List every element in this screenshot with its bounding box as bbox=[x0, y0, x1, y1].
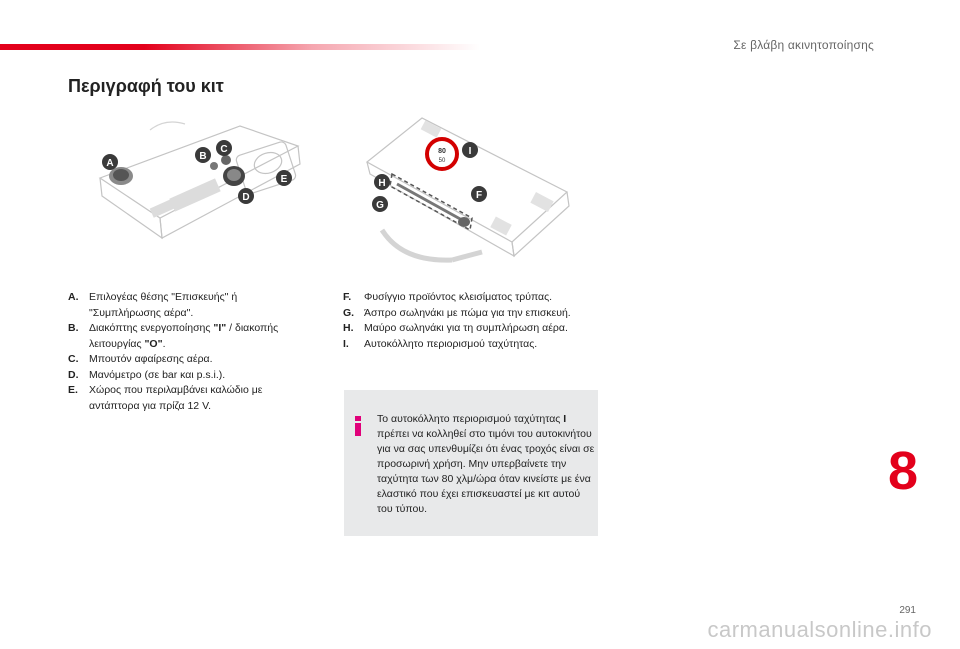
svg-text:50: 50 bbox=[438, 158, 446, 164]
list-item-g: G. Άσπρο σωληνάκι με πώμα για την επισκευή. bbox=[343, 306, 571, 319]
info-note-text: Το αυτοκόλλητο περιορισμού ταχύτητας I πρέπει να κολληθεί στο τιμόνι του αυτοκινήτου για να σας υπενθυμίζει ότι ένας τροχός είναι σε προσωρινή χρήση. Μην υπερβαίνετε την ταχύτητα των 80 χλμ/ώρα όταν κινείστε με ένα ελαστικό που έχει επισκευαστεί με κιτ αυτού του τύπου. bbox=[377, 413, 595, 515]
svg-text:D: D bbox=[242, 192, 250, 203]
header-accent-bar bbox=[0, 44, 480, 50]
callout-a bbox=[102, 154, 118, 170]
page-number: 291 bbox=[899, 605, 916, 616]
kit-compressor-illustration bbox=[90, 118, 305, 258]
chapter-number: 8 bbox=[888, 441, 919, 501]
svg-text:B: B bbox=[199, 151, 207, 162]
list-item-i: I. Αυτοκόλλητο περιορισμού ταχύτητας. bbox=[343, 337, 538, 350]
svg-text:E: E bbox=[280, 174, 288, 185]
list-item-d: D. Μανόμετρο (σε bar και p.s.i.). bbox=[68, 368, 226, 381]
svg-text:F: F bbox=[475, 190, 483, 201]
chapter-title: Σε βλάβη ακινητοποίησης bbox=[733, 38, 874, 52]
svg-text:G: G bbox=[376, 200, 384, 211]
svg-text:C: C bbox=[220, 144, 228, 155]
list-item-e: E. Χώρος που περιλαμβάνει καλώδιο με αντάπτορα για πρίζα 12 V. bbox=[68, 384, 263, 412]
list-item-h: H. Μαύρο σωληνάκι για τη συμπλήρωση αέρα. bbox=[343, 322, 568, 334]
info-icon bbox=[352, 416, 364, 436]
list-item-f: F. Φυσίγγιο προϊόντος κλεισίματος τρύπας. bbox=[343, 291, 553, 303]
watermark: carmanualsonline.info bbox=[707, 617, 932, 642]
page-title: Περιγραφή του κιτ bbox=[68, 76, 224, 96]
callout-g bbox=[372, 196, 388, 212]
callout-c bbox=[216, 140, 232, 156]
callout-d bbox=[238, 188, 254, 204]
callout-b bbox=[195, 147, 211, 163]
callout-i bbox=[462, 142, 478, 158]
svg-text:H: H bbox=[378, 178, 386, 189]
callout-e bbox=[276, 170, 292, 186]
callout-f bbox=[471, 186, 487, 202]
svg-text:I: I bbox=[468, 146, 472, 157]
component-list-left bbox=[68, 290, 303, 414]
list-item-b: B. Διακόπτης ενεργοποίησης "I" / διακοπής λειτουργίας "O". bbox=[68, 322, 279, 350]
list-item-c: C. Μπουτόν αφαίρεσης αέρα. bbox=[68, 353, 213, 365]
speed-limit-sticker bbox=[427, 139, 457, 169]
info-note-box bbox=[344, 390, 598, 536]
svg-text:80: 80 bbox=[438, 148, 446, 155]
kit-underside-illustration bbox=[362, 112, 572, 272]
component-list-right bbox=[343, 290, 608, 352]
svg-text:A: A bbox=[106, 158, 114, 169]
list-item-a: A. Επιλογέας θέσης "Επισκευής" ή "Συμπλήρωσης αέρα". bbox=[68, 291, 238, 319]
callout-h bbox=[374, 174, 390, 190]
